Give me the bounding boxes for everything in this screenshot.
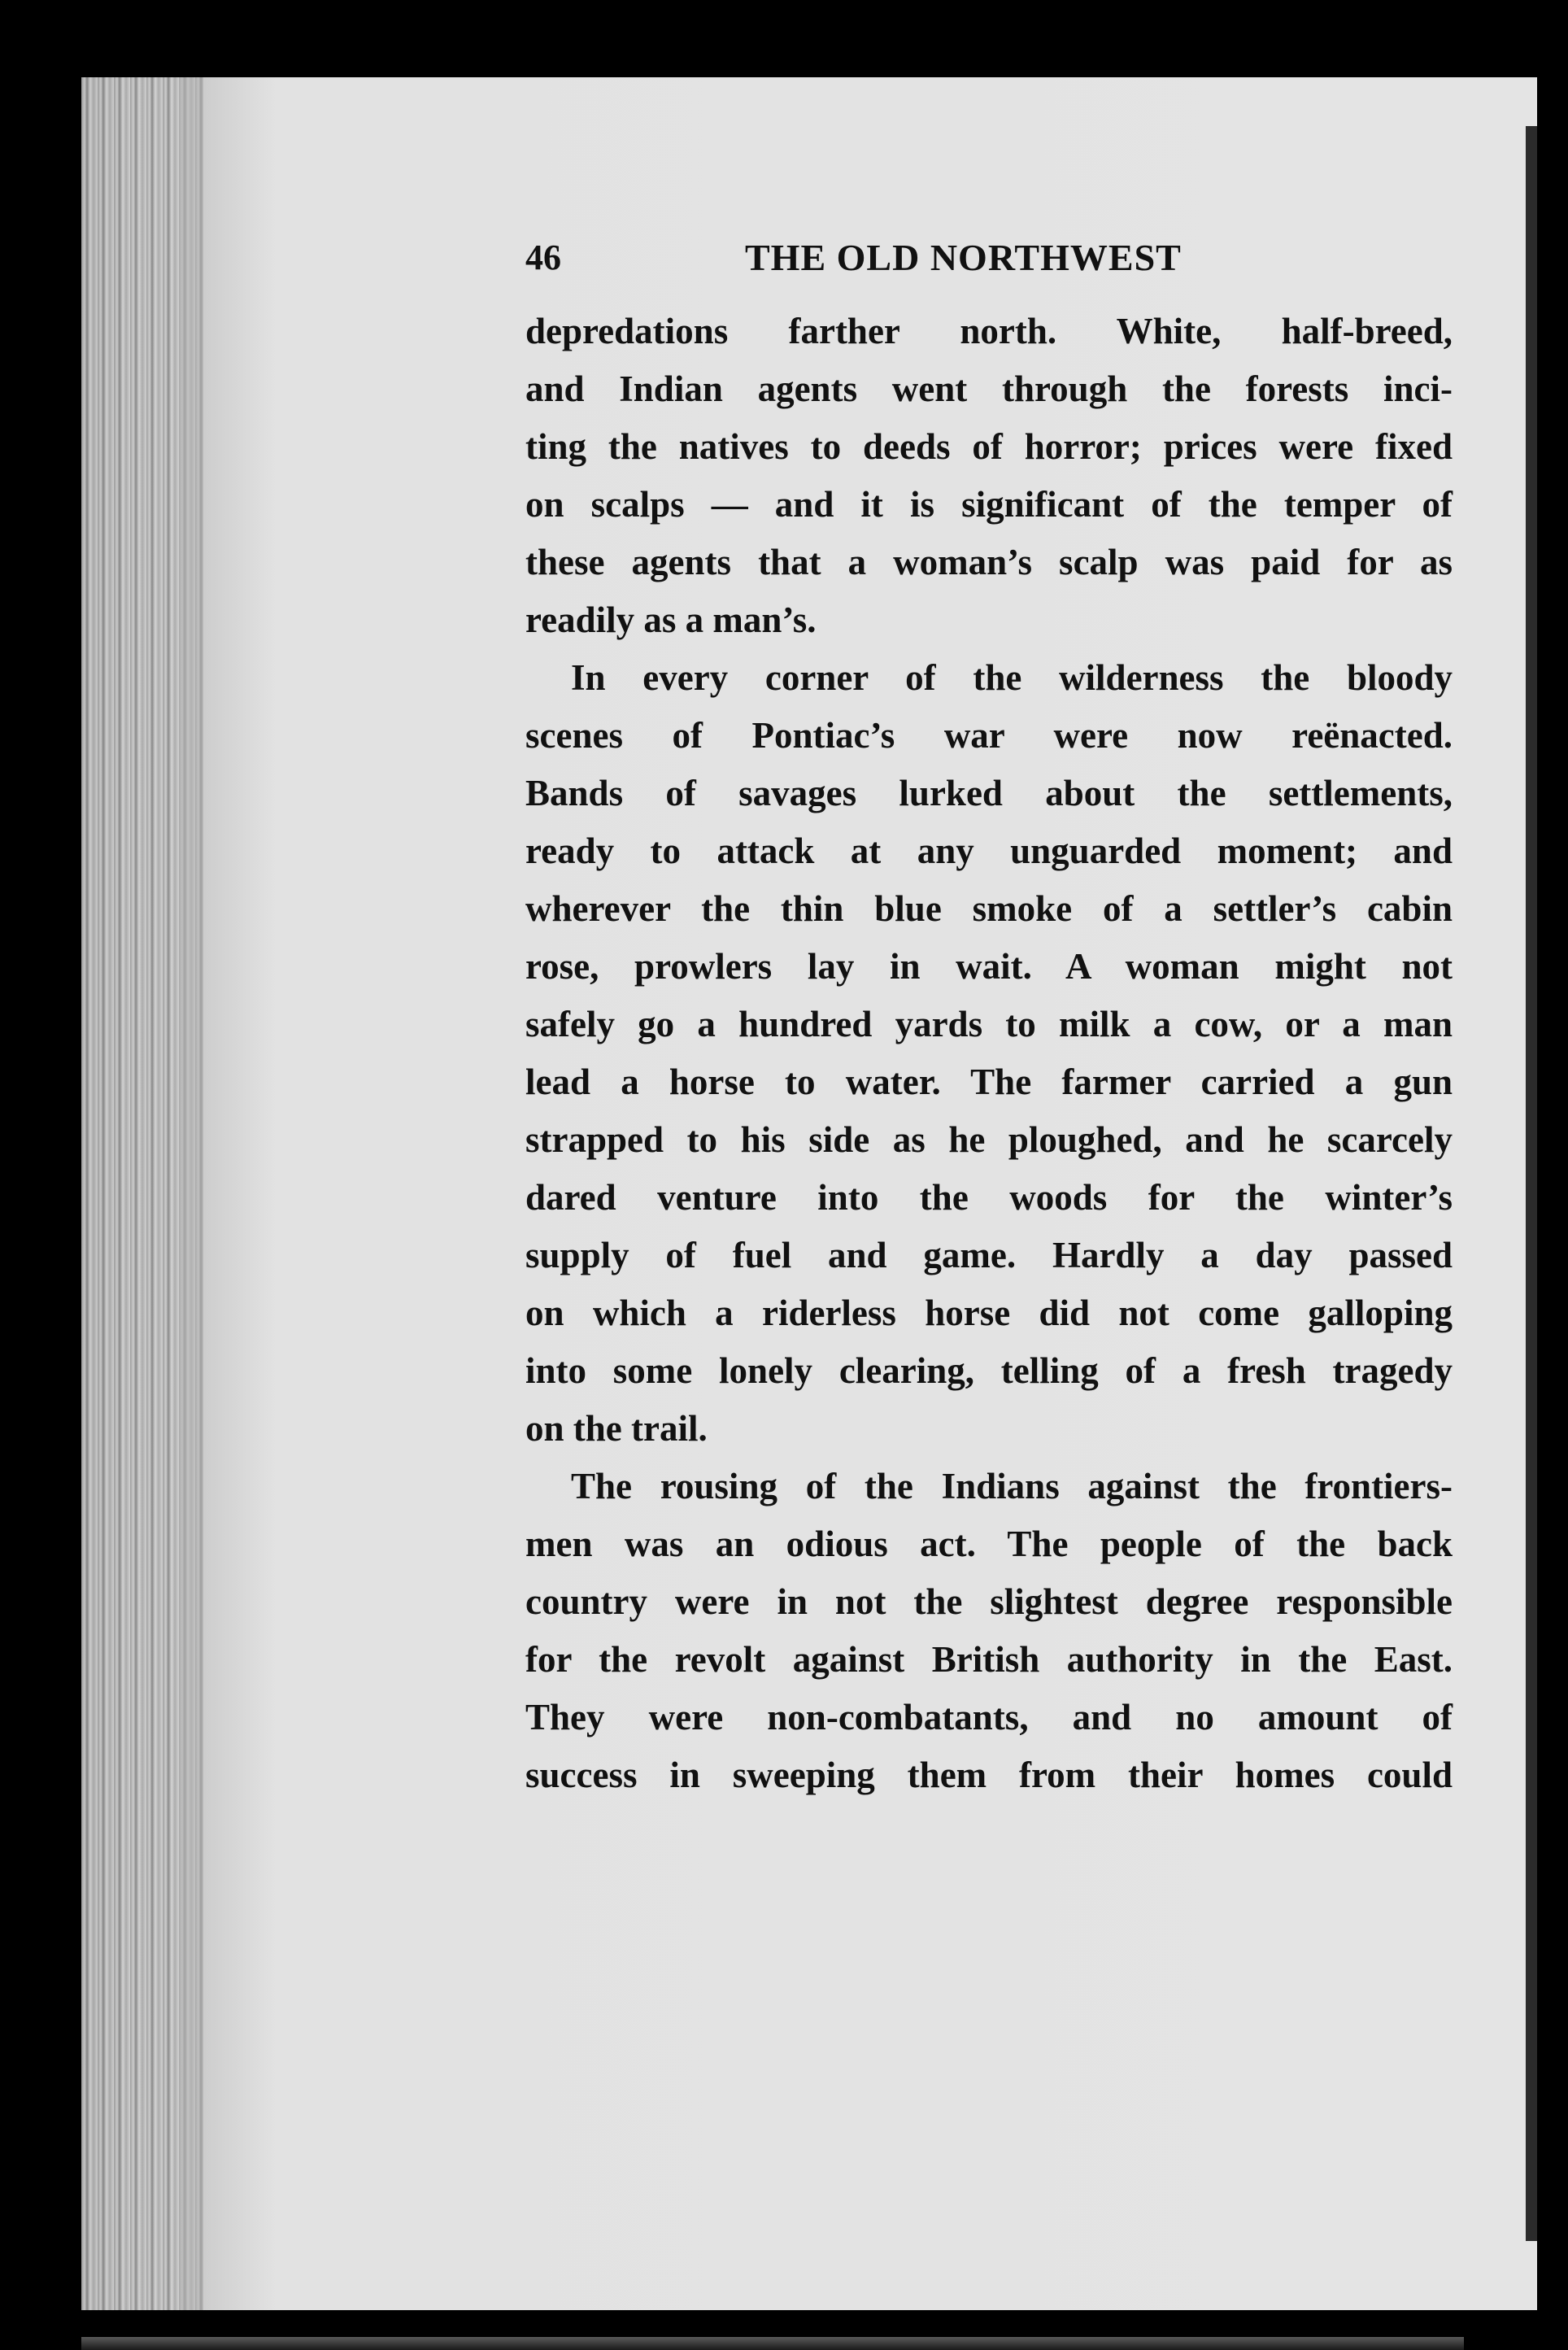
text-line: on scalps — and it is significant of the temper of — [525, 484, 1453, 525]
text-line: scenes of Pontiac’s war were now reënacted. — [525, 715, 1453, 756]
text-line: on the trail. — [525, 1408, 708, 1449]
gutter-shadow — [179, 77, 277, 2310]
text-line: rose, prowlers lay in wait. A woman might not — [525, 946, 1453, 987]
text-line: success in sweeping them from their homes could — [525, 1755, 1453, 1795]
text-line: ting the natives to deeds of horror; prices were fixed — [525, 426, 1453, 467]
text-line: depredations farther north. White, half-breed, — [525, 311, 1453, 351]
text-line: The rousing of the Indians against the frontiers- — [571, 1466, 1453, 1506]
text-line: into some lonely clearing, telling of a fresh tragedy — [525, 1350, 1453, 1391]
page-right-edge — [1526, 126, 1537, 2241]
text-line: supply of fuel and game. Hardly a day passed — [525, 1235, 1453, 1275]
paragraph-1 — [525, 303, 1453, 649]
text-line: ready to attack at any unguarded moment; and — [525, 831, 1453, 871]
text-line: safely go a hundred yards to milk a cow, or a man — [525, 1004, 1453, 1044]
paragraph-2 — [525, 649, 1453, 1458]
text-line: men was an odious act. The people of the back — [525, 1524, 1453, 1564]
paragraph-3 — [525, 1458, 1453, 1804]
text-line: strapped to his side as he ploughed, and he scarcely — [525, 1119, 1453, 1160]
text-line: for the revolt against British authority in the East. — [525, 1639, 1453, 1680]
text-line: wherever the thin blue smoke of a settler’s cabin — [525, 888, 1453, 929]
text-line: on which a riderless horse did not come galloping — [525, 1293, 1453, 1333]
text-line: In every corner of the wilderness the bloody — [571, 657, 1453, 698]
text-line: dared venture into the woods for the winter’s — [525, 1177, 1453, 1218]
text-line: readily as a man’s. — [525, 599, 817, 640]
page-bottom-edge — [81, 2337, 1464, 2350]
text-line: They were non-combatants, and no amount of — [525, 1697, 1453, 1737]
text-line: Bands of savages lurked about the settlements, — [525, 773, 1453, 813]
text-line: country were in not the slightest degree responsible — [525, 1581, 1453, 1622]
page-number: 46 — [525, 238, 561, 277]
running-header — [525, 229, 1453, 286]
running-title: THE OLD NORTHWEST — [745, 237, 1182, 278]
text-line: lead a horse to water. The farmer carried a gun — [525, 1062, 1453, 1102]
text-line: these agents that a woman’s scalp was paid for as — [525, 542, 1453, 582]
body-text — [525, 303, 1453, 1804]
text-line: and Indian agents went through the forests inci- — [525, 368, 1453, 409]
